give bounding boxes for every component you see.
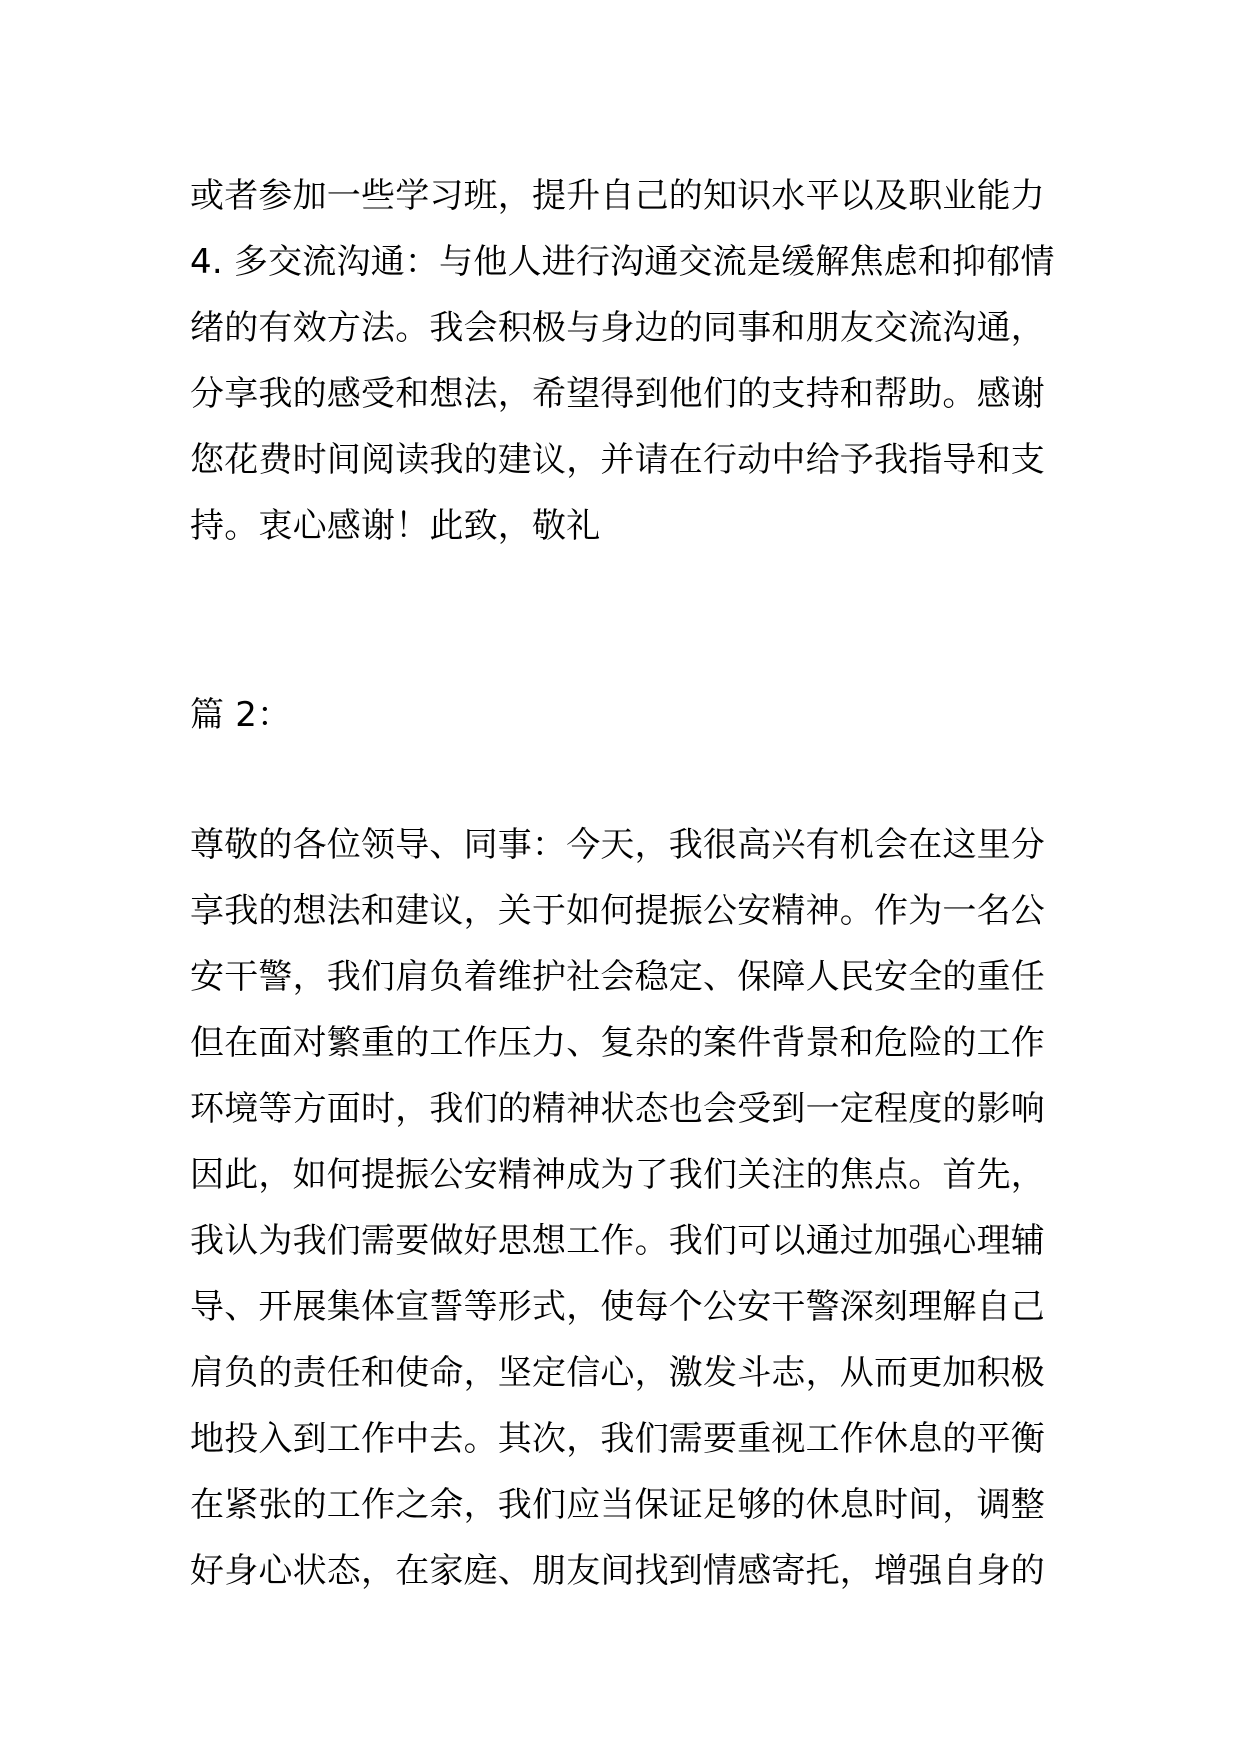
text-line: 您花费时间阅读我的建议，并请在行动中给予我指导和支: [190, 440, 1045, 480]
text-line: 4. 多交流沟通：与他人进行沟通交流是缓解焦虑和抑郁情: [190, 242, 1055, 282]
text-line: 安干警，我们肩负着维护社会稳定、保障人民安全的重任: [190, 957, 1045, 997]
text-line: 持。衷心感谢！此致，敬礼: [190, 506, 601, 546]
text-line: 我认为我们需要做好思想工作。我们可以通过加强心理辅: [190, 1221, 1045, 1261]
text-line: 肩负的责任和使命，坚定信心，激发斗志，从而更加积极: [190, 1353, 1045, 1393]
text-line: 好身心状态，在家庭、朋友间找到情感寄托，增强自身的: [190, 1551, 1045, 1591]
text-line: 地投入到工作中去。其次，我们需要重视工作休息的平衡: [190, 1419, 1045, 1459]
text-line: 因此，如何提振公安精神成为了我们关注的焦点。首先，: [190, 1155, 1045, 1195]
text-line: 但在面对繁重的工作压力、复杂的案件背景和危险的工作: [190, 1023, 1045, 1063]
text-line: 环境等方面时，我们的精神状态也会受到一定程度的影响: [190, 1089, 1045, 1129]
text-line: 享我的想法和建议，关于如何提振公安精神。作为一名公: [190, 891, 1045, 931]
text-line: 在紧张的工作之余，我们应当保证足够的休息时间，调整: [190, 1485, 1045, 1525]
text-line: 绪的有效方法。我会积极与身边的同事和朋友交流沟通，: [190, 308, 1045, 348]
text-line: 分享我的感受和想法，希望得到他们的支持和帮助。感谢: [190, 374, 1045, 414]
section-2-text: [190, 812, 1070, 1604]
text-line: 或者参加一些学习班，提升自己的知识水平以及职业能力: [190, 176, 1045, 216]
section-1-text: [190, 163, 1070, 559]
text-line: 导、开展集体宣誓等形式，使每个公安干警深刻理解自己: [190, 1287, 1045, 1327]
text-line: 尊敬的各位领导、同事：今天，我很高兴有机会在这里分: [190, 825, 1045, 865]
section-heading: 篇 2：: [190, 695, 292, 735]
section-2-heading-block: [190, 682, 1070, 748]
